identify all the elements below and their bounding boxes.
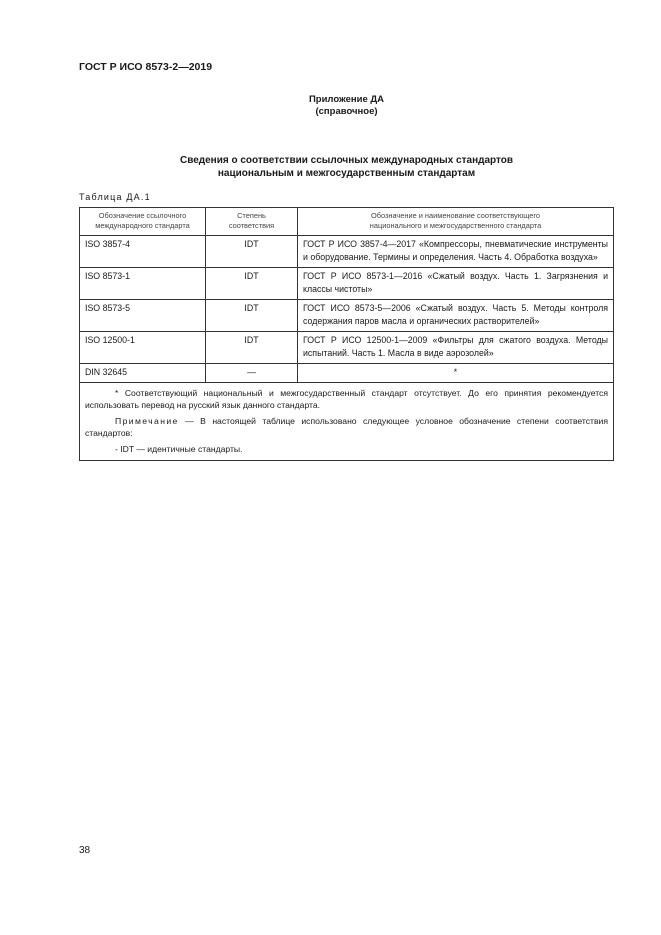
table-note — [85, 415, 608, 439]
cell-reference: ISO 3857-4 — [80, 236, 206, 268]
column-header-national — [298, 208, 614, 236]
column-header-reference — [80, 208, 206, 236]
cell-degree: IDT — [206, 300, 298, 332]
cell-national: ГОСТ Р ИСО 12500-1—2009 «Фильтры для сжатого воздуха. Методы испытаний. Часть 1. Масла в виде аэрозолей» — [298, 332, 614, 364]
table-notes — [80, 383, 614, 461]
appendix-heading — [0, 94, 661, 118]
table-row — [80, 332, 614, 364]
column-header-line: Степень — [237, 211, 266, 220]
cell-reference: ISO 8573-5 — [80, 300, 206, 332]
page-number: 38 — [79, 845, 91, 856]
column-header-degree — [206, 208, 298, 236]
cell-national: ГОСТ Р ИСО 8573-1—2016 «Сжатый воздух. Часть 1. Загрязнения и классы чистоты» — [298, 268, 614, 300]
standards-table — [79, 207, 614, 461]
note-label: Примечание — [115, 416, 179, 426]
note-list-item: - IDT — идентичные стандарты. — [115, 444, 243, 454]
section-heading — [0, 154, 661, 180]
cell-national: ГОСТ Р ИСО 3857-4—2017 «Компрессоры, пневматические инструменты и оборудование. Термины и определения. Часть 4. Обработка воздуха» — [298, 236, 614, 268]
column-header-line: соответствия — [228, 221, 275, 230]
table-row — [80, 236, 614, 268]
cell-degree: IDT — [206, 236, 298, 268]
section-heading-line1: Сведения о соответствии ссылочных международных стандартов — [179, 155, 514, 166]
cell-national: ГОСТ ИСО 8573-5—2006 «Сжатый воздух. Часть 5. Методы контроля содержания паров масла и органических растворителей» — [298, 300, 614, 332]
column-header-line: Обозначение ссылочного — [98, 211, 187, 220]
column-header-line: национального и межгосударственного стандарта — [369, 221, 542, 230]
appendix-subtitle: (справочное) — [315, 106, 378, 117]
cell-degree: IDT — [206, 332, 298, 364]
table-row — [80, 268, 614, 300]
cell-reference: ISO 12500-1 — [80, 332, 206, 364]
cell-degree: — — [206, 364, 298, 383]
table-row — [80, 364, 614, 383]
document-code: ГОСТ Р ИСО 8573-2—2019 — [79, 61, 213, 73]
column-header-line: Обозначение и наименование соответствующего — [370, 211, 541, 220]
note-text: — В настоящей таблице использовано следующее условное обозначение степени соответствия стандартов: — [85, 416, 608, 438]
table-footnote: * Соответствующий национальный и межгосударственный стандарт отсутствует. До его принятия рекомендуется использовать перевод на русский язык данного стандарта. — [85, 388, 608, 410]
table-label: Таблица ДА.1 — [79, 192, 151, 202]
section-heading-line2: национальным и межгосударственным стандартам — [217, 168, 476, 179]
cell-degree: IDT — [206, 268, 298, 300]
appendix-title: Приложение ДА — [308, 94, 385, 105]
cell-reference: ISO 8573-1 — [80, 268, 206, 300]
table-header-row — [80, 208, 614, 236]
cell-reference: DIN 32645 — [80, 364, 206, 383]
table-row — [80, 300, 614, 332]
column-header-line: международного стандарта — [95, 221, 190, 230]
cell-national: * — [298, 364, 614, 383]
table-notes-row — [80, 383, 614, 461]
